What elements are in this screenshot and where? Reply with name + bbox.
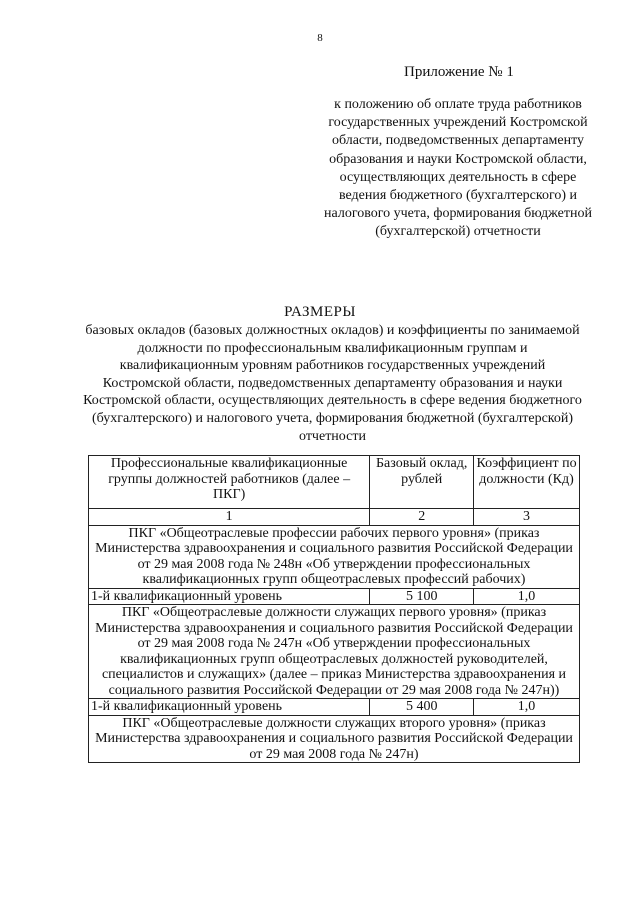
level-coefficient: 1,0 [474, 699, 580, 716]
group-row [89, 605, 580, 699]
column-number-row [89, 509, 580, 526]
column-number: 3 [474, 509, 580, 526]
group-title: ПКГ «Общеотраслевые должности служащих первого уровня» (приказ Министерства здравоохранения и социального развития Российской Федерации от 29 мая 2008 года № 247н «Об утверждении профессиональных квалификационных групп общеотраслевых должностей руководителей, специалистов и служащих» (далее – приказ Министерства здравоохранения и социального развития Российской Федерации от 29 мая 2008 года № 247н)) [89, 605, 580, 699]
level-name: 1-й квалификационный уровень [89, 588, 370, 605]
appendix-title: Приложение № 1 [404, 64, 514, 80]
header-salary: Базовый оклад, рублей [370, 456, 474, 509]
table-row [89, 588, 580, 605]
salary-table [88, 455, 580, 763]
document-heading: РАЗМЕРЫ [284, 304, 356, 320]
table-row [89, 699, 580, 716]
level-salary: 5 100 [370, 588, 474, 605]
header-coefficient: Коэффициент по должности (Кд) [474, 456, 580, 509]
column-number: 2 [370, 509, 474, 526]
header-groups: Профессиональные квалификационные группы должностей работников (далее – ПКГ) [89, 456, 370, 509]
level-salary: 5 400 [370, 699, 474, 716]
group-row [89, 525, 580, 588]
appendix-subtitle: к положению об оплате труда работников государственных учреждений Костромской области, подведомственных департаменту образования и науки Костромской области, осуществляющих деятельность в сфере ведения бюджетного (бухгалтерского) и налогового учета, формирования бюджетной (бухгалтерской) отчетности [324, 97, 592, 240]
document-subheading: базовых окладов (базовых должностных окладов) и коэффициенты по занимаемой должности по профессиональным квалификационным группам и квалификационным уровням работников государственных учреждений Костромской области, подведомственных департаменту образования и науки Костромской области, осуществляющих деятельность в сфере ведения бюджетного (бухгалтерского) и налогового учета, формирования бюджетной (бухгалтерской) отчетности [83, 323, 582, 444]
level-coefficient: 1,0 [474, 588, 580, 605]
page-number: 8 [317, 32, 323, 44]
group-title: ПКГ «Общеотраслевые должности служащих второго уровня» (приказ Министерства здравоохранения и социального развития Российской Федерации от 29 мая 2008 года № 247н) [89, 715, 580, 763]
group-row [89, 715, 580, 763]
level-name: 1-й квалификационный уровень [89, 699, 370, 716]
group-title: ПКГ «Общеотраслевые профессии рабочих первого уровня» (приказ Министерства здравоохранения и социального развития Российской Федерации от 29 мая 2008 года № 248н «Об утверждении профессиональных квалификационных групп общеотраслевых профессий рабочих) [89, 525, 580, 588]
column-number: 1 [89, 509, 370, 526]
table-header-row [89, 456, 580, 509]
